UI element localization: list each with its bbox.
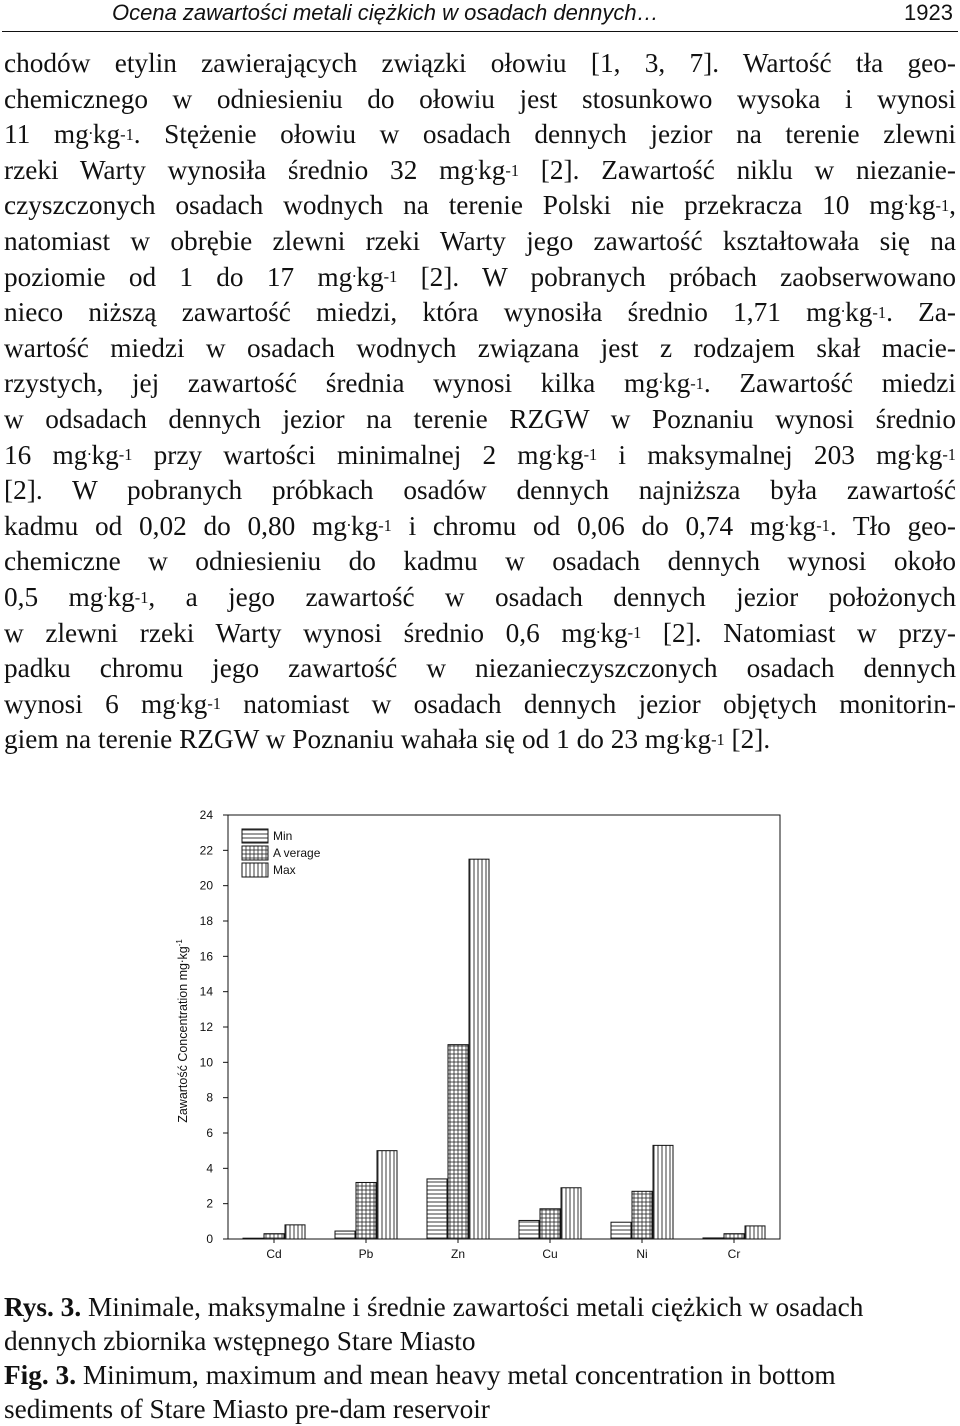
- text-run: chodów etylin zawierających związki ołowiu [1, 3, 7]. Wartość tła geo-: [4, 48, 956, 78]
- y-tick-label: 20: [199, 878, 213, 893]
- unit-exponent: -1: [583, 445, 598, 465]
- bar-pb-min: [335, 1231, 355, 1239]
- unit-kg: kg: [350, 510, 379, 541]
- unit-exponent: -1: [383, 267, 398, 287]
- unit-kg: kg: [683, 724, 712, 755]
- bar-cr-max: [745, 1226, 765, 1239]
- multiplication-dot: .: [87, 439, 92, 459]
- text-line: [4, 366, 956, 402]
- text-run: [2].: [724, 724, 771, 755]
- bar-ni-max: [653, 1145, 673, 1239]
- text-run: poziomie od 1 do 17 mg: [4, 261, 353, 292]
- text-run: giem na terenie RZGW w Poznaniu wahała się od 1 do 23 mg: [4, 724, 680, 755]
- multiplication-dot: .: [679, 724, 684, 744]
- legend-swatch: [242, 863, 268, 877]
- text-run: wartość miedzi w osadach wodnych związana jest z rodzajem skał macie-: [4, 332, 956, 363]
- text-run: kadmu od 0,02 do 0,80 mg: [4, 510, 347, 541]
- unit-exponent: -1: [505, 160, 520, 180]
- text-run: czyszczonych osadach wodnych na terenie Polski nie przekracza 10 mg: [4, 190, 905, 221]
- y-axis-label-exponent: -1: [175, 939, 184, 947]
- legend-label: Max: [273, 863, 296, 877]
- text-run: 11 mg: [4, 119, 89, 150]
- text-run: i maksymalnej 203 mg: [597, 439, 911, 470]
- text-line: [4, 580, 956, 616]
- y-tick-label: 22: [199, 843, 213, 858]
- unit-kg: kg: [915, 439, 943, 470]
- text-line: [4, 260, 956, 296]
- bar-zn-max: [469, 859, 489, 1239]
- bar-zn-average: [448, 1045, 468, 1239]
- plot-frame: [228, 815, 780, 1239]
- unit-exponent: -1: [120, 124, 134, 144]
- text-run: natomiast w osadach dennych jezior objętych monitorin-: [220, 688, 956, 719]
- unit-kg: kg: [845, 297, 873, 328]
- unit-exponent: -1: [378, 516, 392, 536]
- caption-en-line1: Minimum, maximum and mean heavy metal concentration in bottom: [76, 1360, 836, 1390]
- y-tick-label: 8: [206, 1090, 213, 1105]
- text-run: . Za-: [886, 297, 956, 328]
- text-run: [2]. Zawartość niklu w niezanie-: [519, 154, 956, 185]
- bar-cu-average: [540, 1209, 560, 1239]
- text-line: [4, 544, 956, 580]
- unit-kg: kg: [478, 154, 506, 185]
- text-run: natomiast w obrębie zlewni rzeki Warty jego zawartość kształtowała się na: [4, 225, 956, 256]
- text-line: [4, 687, 956, 723]
- text-run: przy wartości minimalnej 2 mg: [132, 439, 553, 470]
- bar-cr-min: [703, 1238, 723, 1239]
- y-axis-label: [172, 939, 190, 1123]
- legend-label: Min: [273, 829, 293, 843]
- unit-kg: kg: [662, 368, 691, 399]
- x-tick-label: Cr: [727, 1247, 741, 1261]
- unit-kg: kg: [91, 439, 119, 470]
- bar-pb-max: [377, 1151, 397, 1239]
- body-paragraph: [4, 46, 956, 758]
- x-tick-label: Zn: [450, 1247, 466, 1261]
- header-rule: [2, 31, 958, 32]
- unit-kg: kg: [556, 439, 584, 470]
- unit-kg: kg: [908, 190, 936, 221]
- y-tick-label: 14: [199, 984, 213, 999]
- caption-en-label: Fig. 3.: [4, 1360, 77, 1390]
- text-run: . Zawartość miedzi: [703, 368, 956, 399]
- text-run: chemiczne w odniesieniu do kadmu w osadach dennych wynosi około: [4, 546, 956, 577]
- legend-label: A verage: [273, 846, 321, 860]
- running-title: Ocena zawartości metali ciężkich w osadach dennych…: [112, 0, 659, 25]
- multiplication-dot: .: [352, 261, 357, 281]
- text-run: ,: [949, 190, 956, 221]
- y-tick-label: 4: [206, 1161, 213, 1176]
- legend-swatch: [242, 846, 268, 860]
- bar-cd-max: [285, 1225, 305, 1239]
- caption-pl-cont: [4, 1324, 956, 1358]
- text-run: nieco niższą zawartość miedzi, która wynosiła średnio 1,71 mg: [4, 297, 842, 328]
- unit-exponent: -1: [207, 694, 221, 714]
- bar-ni-average: [632, 1191, 652, 1239]
- multiplication-dot: .: [175, 688, 181, 708]
- y-tick-label: 16: [199, 949, 213, 964]
- unit-exponent: -1: [118, 445, 133, 465]
- unit-exponent: -1: [627, 623, 642, 643]
- y-tick-label: 24: [199, 808, 213, 822]
- text-line: [4, 473, 956, 509]
- multiplication-dot: .: [88, 119, 93, 139]
- bar-pb-average: [356, 1182, 376, 1239]
- multiplication-dot: .: [552, 439, 557, 459]
- multiplication-dot: .: [658, 368, 663, 388]
- text-run: chemicznego w odniesieniu do ołowiu jest stosunkowo wysoka i wynosi: [4, 83, 956, 114]
- text-run: [2]. W pobranych próbach zaobserwowano: [397, 261, 956, 292]
- unit-exponent: -1: [690, 374, 704, 394]
- text-run: rzeki Warty wynosiła średnio 32 mg: [4, 154, 474, 185]
- multiplication-dot: .: [904, 190, 909, 210]
- bar-zn-min: [427, 1179, 447, 1239]
- caption-pl-label: Rys. 3.: [4, 1292, 82, 1322]
- caption-en-cont: [4, 1392, 956, 1426]
- caption-en: [4, 1358, 956, 1392]
- text-run: padku chromu jego zawartość w niezanieczyszczonych osadach dennych: [4, 653, 956, 684]
- text-line: [4, 402, 956, 438]
- y-tick-label: 12: [199, 1020, 213, 1034]
- text-line: [4, 616, 956, 652]
- text-run: rzystych, jej zawartość średnia wynosi kilka mg: [4, 368, 659, 399]
- y-tick-label: 18: [199, 914, 213, 928]
- text-line: [4, 46, 956, 82]
- text-line: [4, 188, 956, 224]
- text-line: [4, 331, 956, 367]
- unit-exponent: -1: [942, 445, 956, 465]
- x-tick-label: Cu: [542, 1247, 558, 1261]
- text-line: [4, 722, 956, 758]
- multiplication-dot: .: [473, 154, 479, 174]
- x-tick-label: Pb: [358, 1247, 374, 1261]
- unit-kg: kg: [180, 688, 208, 719]
- y-tick-label: 6: [206, 1126, 213, 1140]
- multiplication-dot: .: [596, 617, 601, 637]
- unit-kg: kg: [107, 581, 135, 612]
- legend-swatch: [242, 829, 268, 843]
- unit-kg: kg: [356, 261, 384, 292]
- text-run: w zlewni rzeki Warty wynosi średnio 0,6 mg: [4, 617, 597, 648]
- caption-en-line2: sediments of Stare Miasto pre-dam reservoir: [4, 1394, 490, 1424]
- x-tick-label: Cd: [266, 1247, 282, 1261]
- x-tick-label: Ni: [636, 1247, 648, 1261]
- y-axis-label-unit: kg: [176, 946, 190, 960]
- text-run: [2]. W pobranych próbkach osadów dennych najniższa była zawartość: [4, 475, 956, 506]
- text-run: [2]. Natomiast w przy-: [641, 617, 956, 648]
- bar-ni-min: [611, 1222, 631, 1239]
- bar-cr-average: [724, 1234, 744, 1239]
- multiplication-dot: .: [784, 510, 789, 530]
- text-run: . Tło geo-: [829, 510, 956, 541]
- y-axis-label-dot: .: [172, 959, 186, 964]
- unit-exponent: -1: [872, 302, 887, 322]
- text-line: [4, 295, 956, 331]
- bar-cd-min: [243, 1238, 263, 1239]
- y-tick-label: 0: [206, 1232, 213, 1246]
- text-run: 0,5 mg: [4, 581, 104, 612]
- text-run: , a jego zawartość w osadach dennych jezior położonych: [148, 581, 956, 612]
- unit-exponent: -1: [935, 196, 950, 216]
- caption-pl: [4, 1290, 956, 1324]
- text-line: [4, 509, 956, 545]
- text-run: w odsadach dennych jezior na terenie RZGW w Poznaniu wynosi średnio: [4, 403, 956, 434]
- text-line: [4, 153, 956, 189]
- bar-cd-average: [264, 1234, 284, 1239]
- y-tick-label: 2: [206, 1196, 213, 1211]
- figure-3: [0, 800, 960, 1270]
- multiplication-dot: .: [346, 510, 351, 530]
- text-run: . Stężenie ołowiu w osadach dennych jezior na terenie zlewni: [133, 119, 956, 150]
- text-run: wynosi 6 mg: [4, 688, 176, 719]
- text-line: [4, 224, 956, 260]
- unit-exponent: -1: [711, 730, 725, 750]
- text-run: 16 mg: [4, 439, 88, 470]
- bar-cu-min: [519, 1220, 539, 1239]
- y-tick-label: 10: [199, 1055, 213, 1070]
- text-run: i chromu od 0,06 do 0,74 mg: [391, 510, 785, 541]
- unit-kg: kg: [92, 119, 121, 150]
- unit-exponent: -1: [134, 587, 149, 607]
- running-header: [0, 0, 960, 34]
- multiplication-dot: .: [841, 297, 846, 317]
- page-number: 1923: [904, 0, 953, 25]
- bar-cu-max: [561, 1188, 581, 1239]
- unit-exponent: -1: [816, 516, 830, 536]
- bar-chart: [0, 800, 960, 1270]
- unit-kg: kg: [788, 510, 817, 541]
- text-line: [4, 82, 956, 118]
- multiplication-dot: .: [103, 581, 108, 601]
- multiplication-dot: .: [910, 439, 916, 459]
- text-line: [4, 651, 956, 687]
- y-axis-label-text: Zawartość Concentration mg: [176, 963, 190, 1123]
- caption-pl-line1: Minimale, maksymalne i średnie zawartości metali ciężkich w osadach: [81, 1292, 864, 1322]
- text-line: [4, 438, 956, 474]
- caption-pl-line2: dennych zbiornika wstępnego Stare Miasto: [4, 1326, 476, 1356]
- unit-kg: kg: [600, 617, 628, 648]
- text-line: [4, 117, 956, 153]
